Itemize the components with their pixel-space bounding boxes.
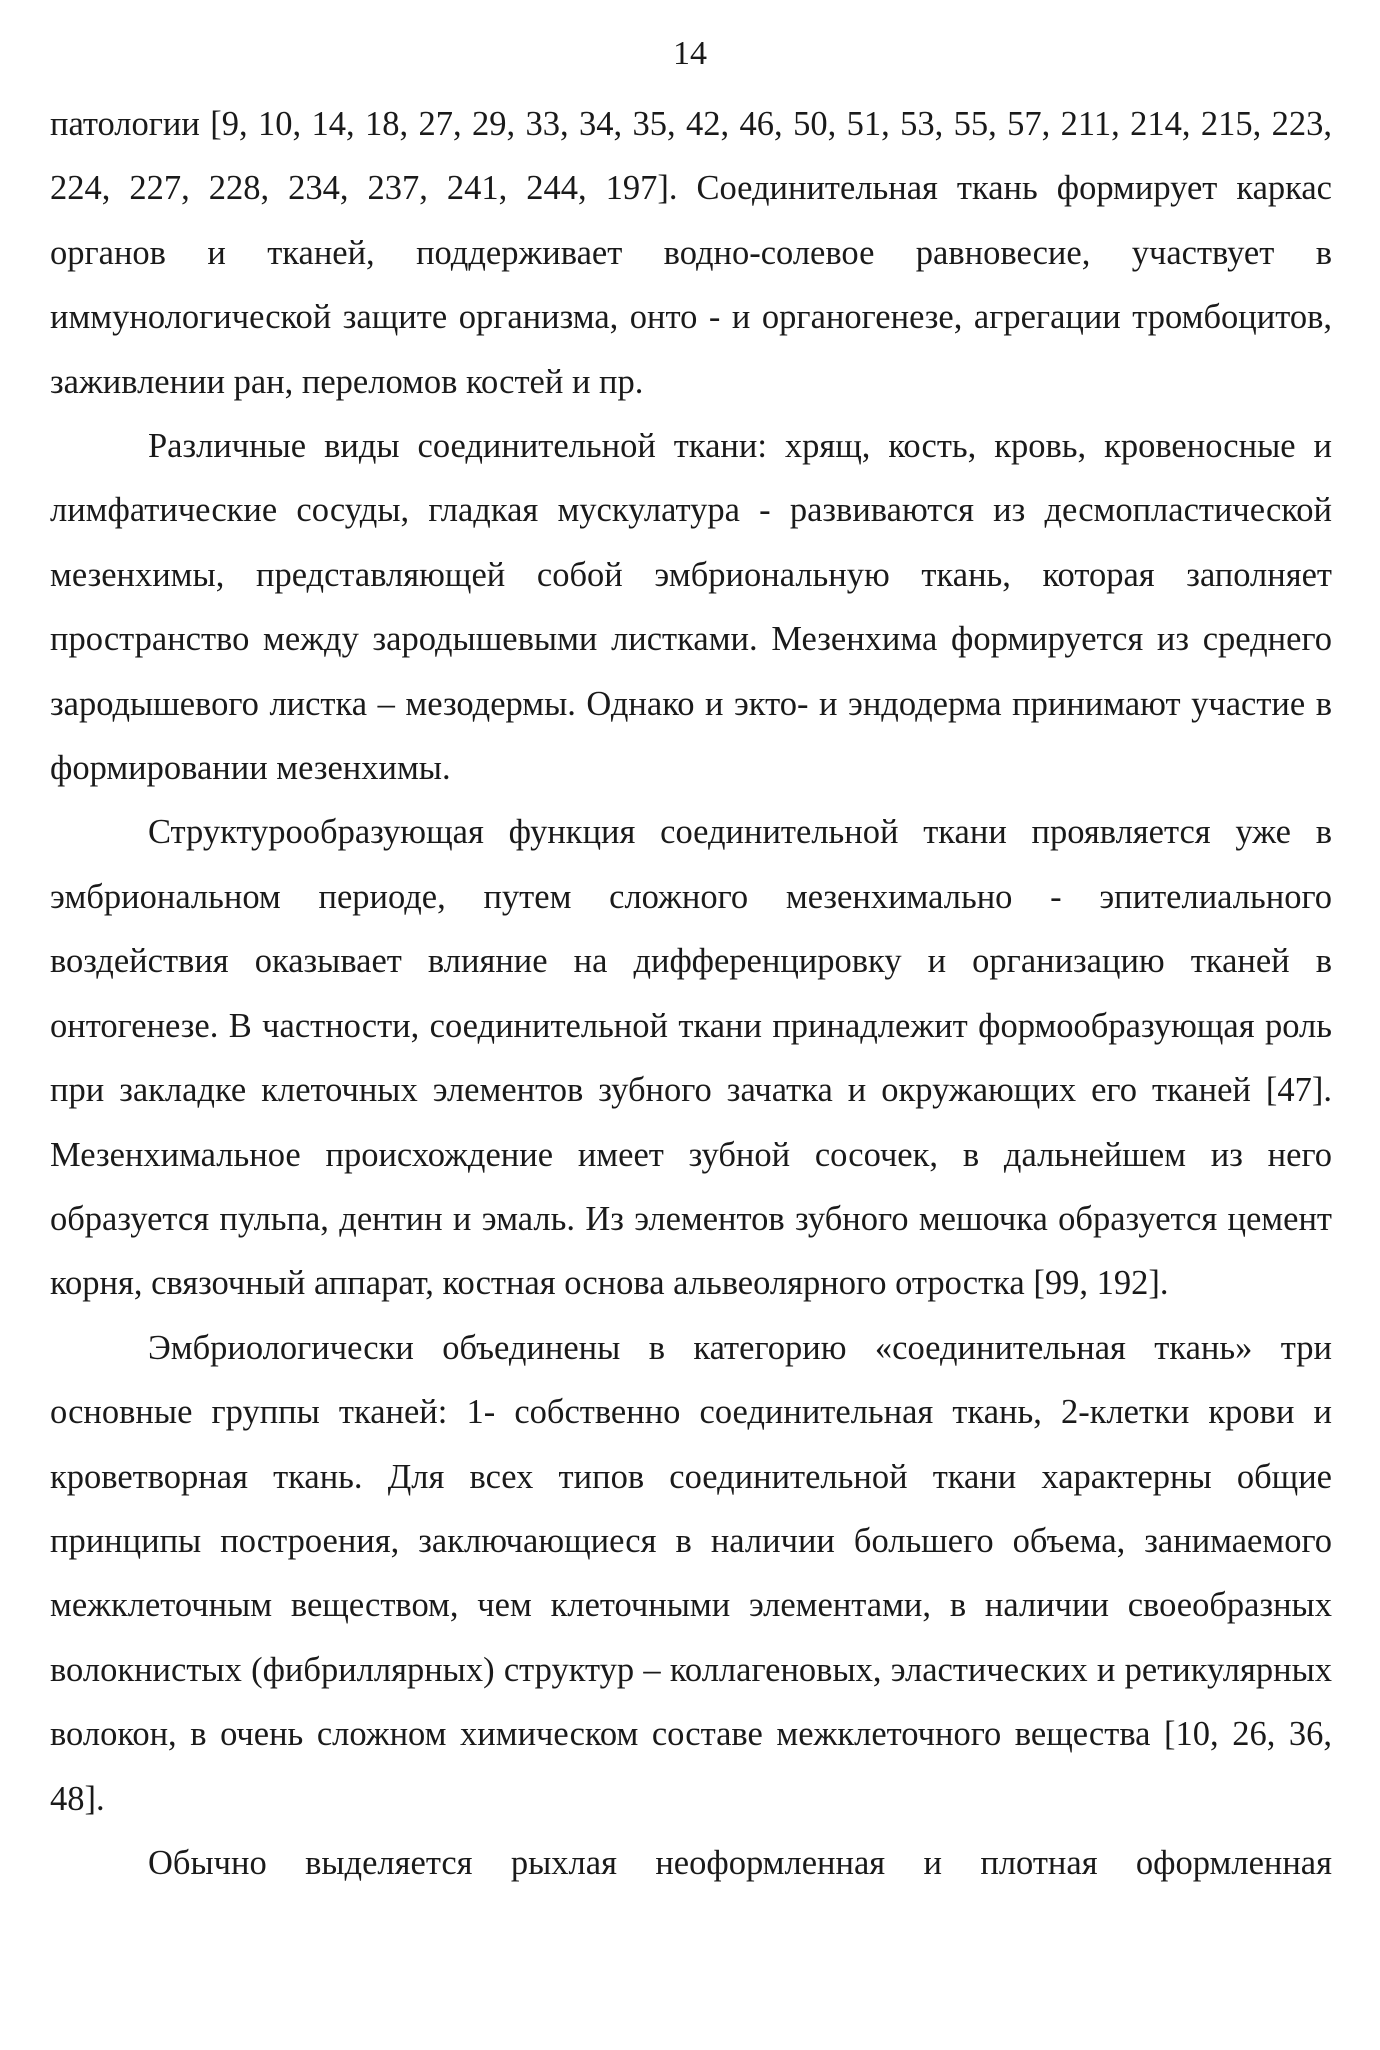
paragraph-1: патологии [9, 10, 14, 18, 27, 29, 33, 34, 35, 42, 46, 50, 51, 53, 55, 57, 211, 214, 215, 223, 224, 227, 228, 234, 237, 241, 244, 197]. Соединительная ткань формирует каркас органов и тканей, поддерживает водно-солевое равновесие, участвует в иммунологической защите организма, онто - и органогенезе, агрегации тромбоцитов, заживлении ран, переломов костей и пр.	[50, 105, 1332, 401]
paragraph-5: Обычно выделяется рыхлая неоформленная и плотная оформленная	[148, 1843, 1332, 1882]
page-number: 14	[673, 35, 707, 72]
document-body	[50, 92, 1332, 1895]
paragraph-4: Эмбриологически объединены в категорию «соединительная ткань» три основные группы тканей: 1- собственно соединительная ткань, 2-клетки крови и кроветворная ткань. Для всех типов соединительной ткани характерны общие принципы построения, заключающиеся в наличии большего объема, занимаемого межклеточным веществом, чем клеточными элементами, в наличии своеобразных волокнистых (фибриллярных) структур – коллагеновых, эластических и ретикулярных волокон, в очень сложном химическом составе межклеточного вещества [10, 26, 36, 48].	[50, 1328, 1332, 1818]
paragraph-3: Структурообразующая функция соединительной ткани проявляется уже в эмбриональном периоде, путем сложного мезенхимально - эпителиального воздействия оказывает влияние на дифференцировку и организацию тканей в онтогенезе. В частности, соединительной ткани принадлежит формообразующая роль при закладке клеточных элементов зубного зачатка и окружающих его тканей [47]. Мезенхимальное происхождение имеет зубной сосочек, в дальнейшем из него образуется пульпа, дентин и эмаль. Из элементов зубного мешочка образуется цемент корня, связочный аппарат, костная основа альвеолярного отростка [99, 192].	[50, 813, 1332, 1303]
paragraph-2: Различные виды соединительной ткани: хрящ, кость, кровь, кровеносные и лимфатические сосуды, гладкая мускулатура - развиваются из десмопластической мезенхимы, представляющей собой эмбриональную ткань, которая заполняет пространство между зародышевыми листками. Мезенхима формируется из среднего зародышевого листка – мезодермы. Однако и экто- и эндодерма принимают участие в формировании мезенхимы.	[50, 427, 1332, 788]
